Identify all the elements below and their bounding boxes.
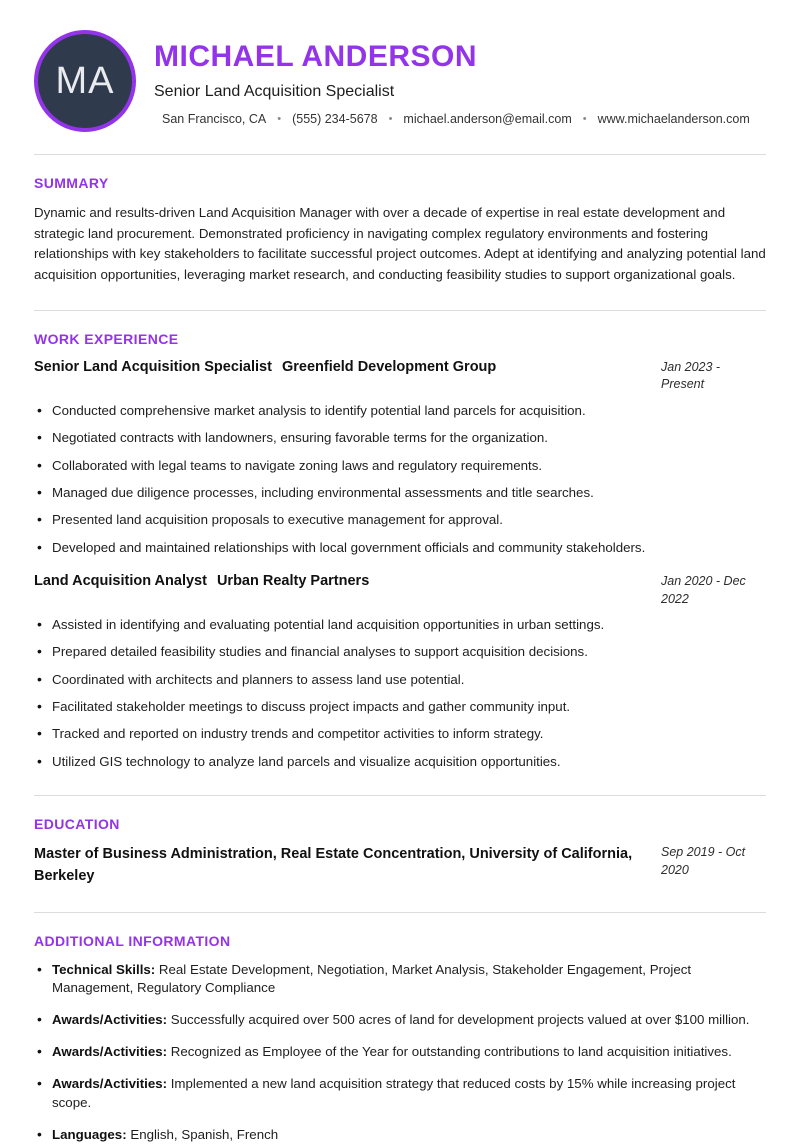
info-item [34,1126,766,1145]
job-company: Greenfield Development Group [281,358,497,375]
job-title: Senior Land Acquisition Specialist [34,358,272,375]
info-label: Awards/Activities: [52,1044,168,1060]
contact-website: www.michaelanderson.com [597,112,750,126]
job-company: Urban Realty Partners [216,573,370,589]
info-text: Real Estate Development, Negotiation, Market Analysis, Stakeholder Engagement, Project Management, Regulatory Compliance [52,961,692,996]
additional-information-heading: ADDITIONAL INFORMATION [34,932,231,949]
bullet-item: • Coordinated with architects and planners to assess land use potential. [34,671,766,689]
info-text: Recognized as Employee of the Year for outstanding contributions to land acquisition initiatives. [167,1044,732,1060]
info-label: Awards/Activities: [52,1012,168,1028]
candidate-title: Senior Land Acquisition Specialist [154,83,395,100]
bullet-item: • Assisted in identifying and evaluating potential land acquisition opportunities in urban settings. [34,616,766,634]
section-additional-information [34,912,766,1145]
info-item [34,1075,766,1113]
bullet-item: • Negotiated contracts with landowners, ensuring favorable terms for the organization. [34,429,766,447]
avatar-initials: MA [55,59,115,102]
job-dates: Jan 2023 - Present [661,359,721,392]
education-degree: Master of Business Administration, Real Estate Concentration, University of California, Berkeley [34,846,633,884]
bullet-item: • Collaborated with legal teams to navigate zoning laws and regulatory requirements. [34,457,766,475]
bullet-separator: • [582,113,587,125]
bullet-item: • Utilized GIS technology to analyze land parcels and visualize acquisition opportunities. [34,753,766,771]
info-item [34,1011,766,1030]
info-label: Technical Skills: [52,961,156,977]
job-title: Land Acquisition Analyst [34,573,207,589]
candidate-name: MICHAEL ANDERSON [154,40,478,73]
job-bullet-list [34,402,766,557]
info-item [34,1043,766,1062]
bullet-separator: • [277,113,282,125]
contact-phone: (555) 234-5678 [292,112,378,126]
bullet-item: • Managed due diligence processes, including environmental assessments and title searches. [34,484,766,502]
section-work-experience [34,310,766,771]
bullet-item: • Developed and maintained relationships with local government officials and community stakeholders. [34,539,766,557]
section-education [34,795,766,888]
section-summary [34,155,766,286]
job-entry [34,359,766,557]
job-entry [34,573,766,771]
info-label: Languages: [52,1126,127,1142]
job-header [34,573,766,608]
job-header [34,359,766,394]
resume-header [34,30,766,155]
job-bullet-list [34,616,766,771]
bullet-item: • Tracked and reported on industry trends and competitor activities to inform strategy. [34,725,766,743]
summary-text: Dynamic and results-driven Land Acquisition Manager with over a decade of expertise in real estate development and strategic land procurement. Demonstrated proficiency in navigating complex regulatory environments and fostering relationships with key stakeholders to facilitate successful project outcomes. Adept at identifying and analyzing potential land acquisition opportunities, leveraging market research, and conducting feasibility studies to support organizational goals. [34,205,766,283]
info-text: Implemented a new land acquisition strategy that reduced costs by 15% while increasing project scope. [52,1076,736,1110]
work-experience-heading: WORK EXPERIENCE [34,330,179,347]
avatar [34,30,136,132]
education-dates: Sep 2019 - Oct 2020 [661,845,746,877]
job-dates: Jan 2020 - Dec 2022 [661,574,746,606]
summary-heading: SUMMARY [34,175,109,191]
job-title-line [34,573,369,589]
bullet-item: • Presented land acquisition proposals to executive management for approval. [34,511,766,529]
info-text: English, Spanish, French [126,1126,279,1142]
education-entry [34,844,766,888]
contact-line [162,112,750,126]
job-title-line [34,359,496,375]
contact-email: michael.anderson@email.com [403,112,572,126]
info-text: Successfully acquired over 500 acres of land for development projects valued at over $100 million. [167,1012,750,1028]
header-text [154,30,750,126]
info-label: Awards/Activities: [52,1076,168,1092]
bullet-separator: • [388,113,393,125]
bullet-item: • Conducted comprehensive market analysis to identify potential land parcels for acquisition. [34,402,766,420]
info-item [34,961,766,999]
bullet-item: • Facilitated stakeholder meetings to discuss project impacts and gather community input. [34,698,766,716]
bullet-item: • Prepared detailed feasibility studies and financial analyses to support acquisition decisions. [34,643,766,661]
contact-location: San Francisco, CA [162,112,267,126]
additional-info-list [34,961,766,1145]
education-heading: EDUCATION [34,816,120,833]
